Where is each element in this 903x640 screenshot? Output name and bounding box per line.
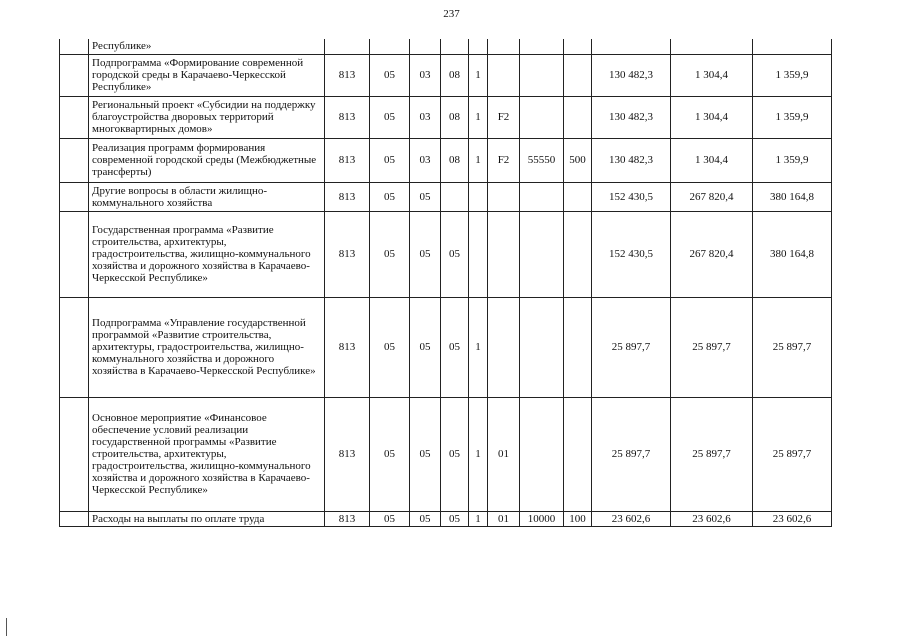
expense-type-code: 500 (564, 138, 592, 182)
row-number-cell (60, 397, 89, 511)
subsection-code: 05 (410, 397, 441, 511)
row-name: Региональный проект «Субсидии на поддержку благоустройства дворовых территорий многоквартирных домов» (89, 96, 325, 138)
subprogram-code: 1 (469, 397, 488, 511)
subprogram-code: 1 (469, 96, 488, 138)
row-number-cell (60, 39, 89, 54)
amount-year-3: 1 359,9 (753, 138, 832, 182)
subsection-code: 03 (410, 54, 441, 96)
expense-type-code (564, 182, 592, 211)
row-name: Подпрограмма «Формирование современной городской среды в Карачаево-Черкесской Республике» (89, 54, 325, 96)
section-code: 05 (370, 138, 410, 182)
table-row (60, 397, 832, 511)
subprogram-code (469, 211, 488, 297)
program-code: 08 (441, 138, 469, 182)
section-code: 05 (370, 211, 410, 297)
project-code (488, 297, 520, 397)
subprogram-code: 1 (469, 511, 488, 526)
project-code: F2 (488, 96, 520, 138)
table-row (60, 211, 832, 297)
subsection-code: 05 (410, 297, 441, 397)
row-name: Республике» (89, 39, 325, 54)
program-code: 05 (441, 511, 469, 526)
row-name: Расходы на выплаты по оплате труда (89, 511, 325, 526)
ministry-code (325, 39, 370, 54)
direction-code (520, 39, 564, 54)
row-name: Другие вопросы в области жилищно-коммунального хозяйства (89, 182, 325, 211)
row-number-cell (60, 138, 89, 182)
project-code (488, 39, 520, 54)
ministry-code: 813 (325, 96, 370, 138)
amount-year-2: 1 304,4 (671, 54, 753, 96)
direction-code (520, 182, 564, 211)
project-code: 01 (488, 511, 520, 526)
section-code: 05 (370, 54, 410, 96)
section-code: 05 (370, 511, 410, 526)
table-row (60, 138, 832, 182)
subprogram-code: 1 (469, 297, 488, 397)
section-code: 05 (370, 96, 410, 138)
program-code: 05 (441, 211, 469, 297)
section-code: 05 (370, 297, 410, 397)
section-code: 05 (370, 397, 410, 511)
program-code: 08 (441, 96, 469, 138)
table-row (60, 96, 832, 138)
ministry-code: 813 (325, 138, 370, 182)
program-code: 05 (441, 297, 469, 397)
direction-code (520, 96, 564, 138)
table-row (60, 182, 832, 211)
direction-code: 55550 (520, 138, 564, 182)
table-row (60, 511, 832, 526)
table-row (60, 297, 832, 397)
project-code: F2 (488, 138, 520, 182)
amount-year-1: 130 482,3 (592, 54, 671, 96)
program-code: 08 (441, 54, 469, 96)
expense-type-code (564, 96, 592, 138)
row-number-cell (60, 211, 89, 297)
direction-code (520, 211, 564, 297)
amount-year-2: 267 820,4 (671, 211, 753, 297)
project-code (488, 182, 520, 211)
amount-year-2: 267 820,4 (671, 182, 753, 211)
amount-year-1: 152 430,5 (592, 182, 671, 211)
amount-year-1: 152 430,5 (592, 211, 671, 297)
direction-code (520, 297, 564, 397)
amount-year-1: 23 602,6 (592, 511, 671, 526)
program-code (441, 182, 469, 211)
row-name: Основное мероприятие «Финансовое обеспечение условий реализации государственной программы «Развитие строительства, архитектуры, градостроительства, жилищно-коммунального хозяйства и дорожного хозяйства в Карачаево-Черкесской Республике» (89, 397, 325, 511)
subprogram-code (469, 182, 488, 211)
ministry-code: 813 (325, 54, 370, 96)
amount-year-3: 25 897,7 (753, 397, 832, 511)
project-code (488, 54, 520, 96)
subsection-code: 05 (410, 511, 441, 526)
direction-code: 10000 (520, 511, 564, 526)
amount-year-2: 23 602,6 (671, 511, 753, 526)
expense-type-code: 100 (564, 511, 592, 526)
row-number-cell (60, 54, 89, 96)
project-code: 01 (488, 397, 520, 511)
subsection-code: 03 (410, 138, 441, 182)
row-number-cell (60, 297, 89, 397)
project-code (488, 211, 520, 297)
expense-type-code (564, 297, 592, 397)
ministry-code: 813 (325, 182, 370, 211)
ministry-code: 813 (325, 397, 370, 511)
expense-type-code (564, 397, 592, 511)
program-code: 05 (441, 397, 469, 511)
amount-year-1: 25 897,7 (592, 297, 671, 397)
amount-year-1: 130 482,3 (592, 138, 671, 182)
subsection-code: 03 (410, 96, 441, 138)
amount-year-2: 25 897,7 (671, 297, 753, 397)
amount-year-3: 380 164,8 (753, 211, 832, 297)
program-code (441, 39, 469, 54)
amount-year-3: 1 359,9 (753, 54, 832, 96)
amount-year-3: 380 164,8 (753, 182, 832, 211)
expense-type-code (564, 54, 592, 96)
row-number-cell (60, 511, 89, 526)
row-number-cell (60, 96, 89, 138)
amount-year-2: 1 304,4 (671, 96, 753, 138)
ministry-code: 813 (325, 211, 370, 297)
subsection-code: 05 (410, 211, 441, 297)
amount-year-3: 23 602,6 (753, 511, 832, 526)
table-row (60, 54, 832, 96)
subprogram-code (469, 39, 488, 54)
row-name: Государственная программа «Развитие строительства, архитектуры, градостроительства, жилищно-коммунального хозяйства и дорожного хозяйства в Карачаево-Черкесской Республике» (89, 211, 325, 297)
table-row (60, 39, 832, 54)
ministry-code: 813 (325, 297, 370, 397)
direction-code (520, 54, 564, 96)
subprogram-code: 1 (469, 138, 488, 182)
expense-type-code (564, 211, 592, 297)
ministry-code: 813 (325, 511, 370, 526)
amount-year-3: 25 897,7 (753, 297, 832, 397)
subsection-code (410, 39, 441, 54)
row-name: Реализация программ формирования современной городской среды (Межбюджетные трансферты) (89, 138, 325, 182)
row-number-cell (60, 182, 89, 211)
amount-year-3: 1 359,9 (753, 96, 832, 138)
amount-year-1 (592, 39, 671, 54)
expense-type-code (564, 39, 592, 54)
subsection-code: 05 (410, 182, 441, 211)
page-number: 237 (443, 8, 460, 20)
amount-year-2 (671, 39, 753, 54)
scan-edge-mark (6, 618, 7, 636)
subprogram-code: 1 (469, 54, 488, 96)
section-code (370, 39, 410, 54)
row-name: Подпрограмма «Управление государственной программой «Развитие строительства, архитектуры, градостроительства, жилищно-коммунального хозяйства и дорожного хозяйства в Карачаево-Черкесской Республике» (89, 297, 325, 397)
amount-year-2: 1 304,4 (671, 138, 753, 182)
direction-code (520, 397, 564, 511)
section-code: 05 (370, 182, 410, 211)
budget-table (59, 39, 832, 527)
amount-year-1: 25 897,7 (592, 397, 671, 511)
amount-year-3 (753, 39, 832, 54)
amount-year-1: 130 482,3 (592, 96, 671, 138)
amount-year-2: 25 897,7 (671, 397, 753, 511)
